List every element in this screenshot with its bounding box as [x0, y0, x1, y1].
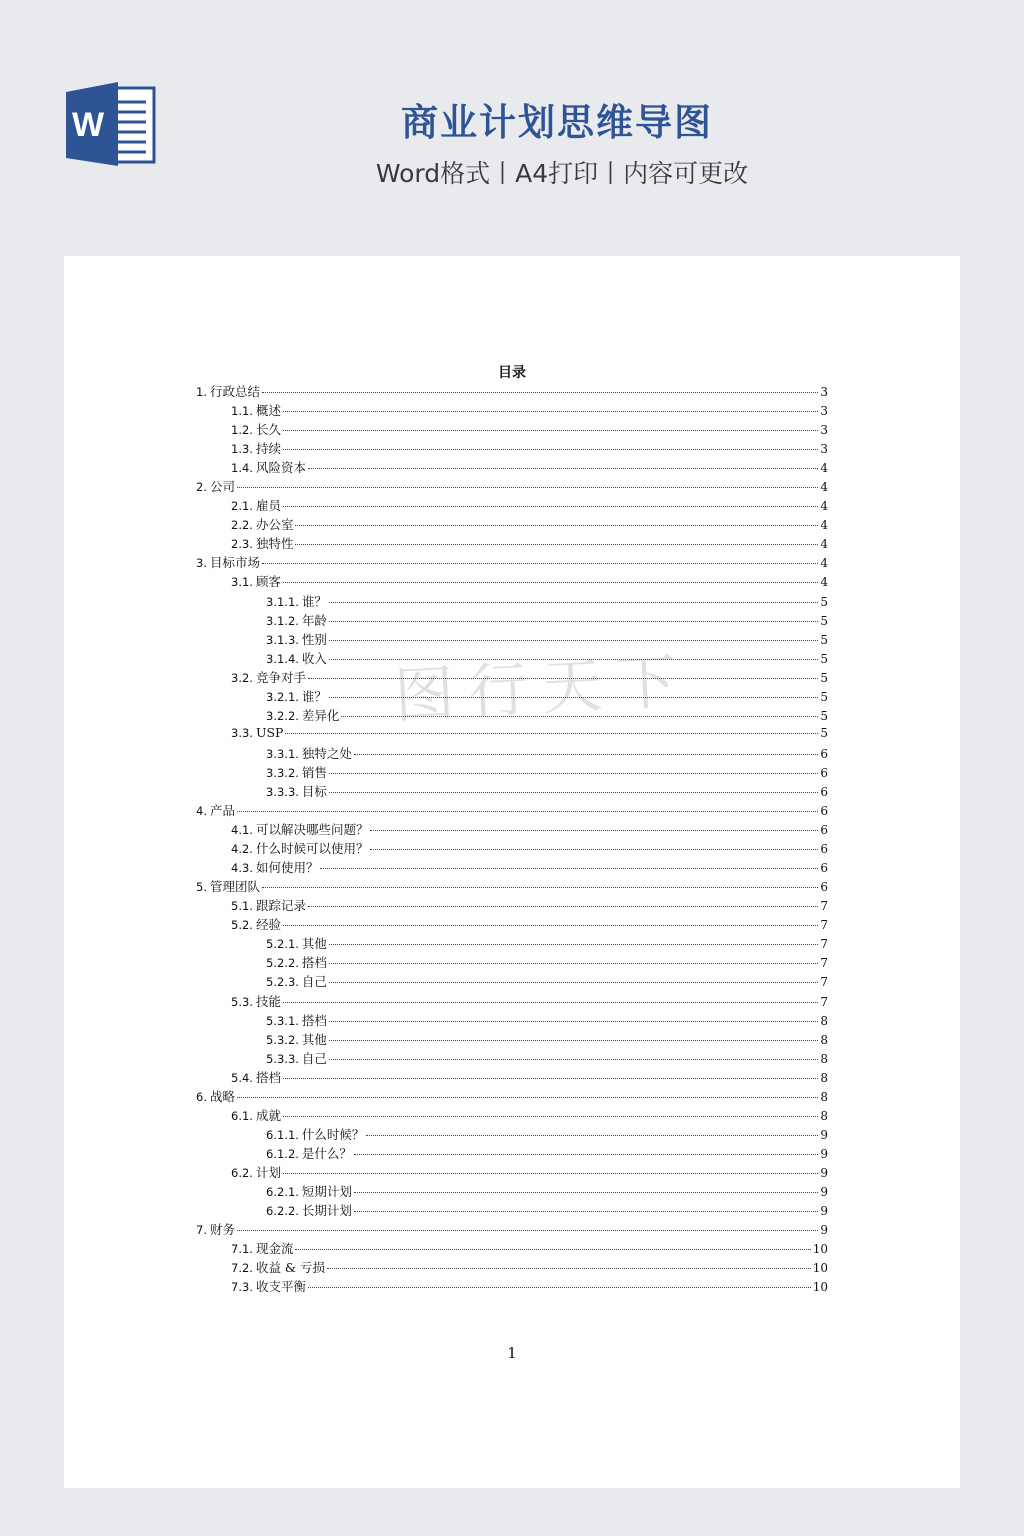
toc-entry-page: 6: [820, 746, 828, 761]
toc-entry-label: 其他: [301, 936, 327, 952]
toc-entry-page: 6: [820, 861, 828, 876]
toc-entry-label: 谁？: [301, 593, 327, 609]
toc-entry-number: 2.: [196, 480, 207, 495]
toc-dot-leader: [262, 392, 818, 393]
toc-entry-page: 9: [820, 1223, 828, 1238]
toc-entry[interactable]: [196, 782, 828, 801]
toc-entry-page: 8: [820, 1070, 828, 1085]
toc-entry[interactable]: [196, 1049, 828, 1068]
toc-entry[interactable]: [196, 801, 828, 820]
toc-entry-page: 4: [820, 518, 828, 533]
toc-dot-leader: [370, 830, 818, 831]
toc-dot-leader: [329, 1021, 818, 1022]
toc-entry-page: 4: [820, 499, 828, 514]
toc-entry-label: 收益 & 亏损: [255, 1260, 326, 1276]
toc-entry-label: 如何使用？: [255, 860, 319, 876]
toc-entry-label: 差异化: [301, 707, 340, 723]
toc-entry-page: 3: [820, 404, 828, 419]
toc-entry-page: 7: [820, 937, 828, 952]
toc-entry-number: 1.3.: [231, 442, 253, 457]
document-page: [64, 256, 960, 1488]
toc-entry-number: 5.: [196, 880, 207, 895]
toc-entry-number: 3.1.2.: [266, 613, 299, 628]
toc-entry-number: 1.1.: [231, 404, 253, 419]
toc-entry-number: 4.: [196, 804, 207, 819]
toc-entry[interactable]: [196, 1011, 828, 1030]
toc-entry-label: 自己: [301, 1050, 327, 1066]
toc-entry[interactable]: [196, 706, 828, 725]
toc-entry[interactable]: [196, 477, 828, 496]
toc-entry-label: 行政总结: [209, 384, 260, 399]
toc-entry-page: 3: [820, 442, 828, 457]
toc-entry-number: 5.1.: [231, 899, 253, 914]
toc-entry-label: 可以解决哪些问题？: [255, 822, 369, 838]
toc-entry-label: 是什么？: [301, 1145, 352, 1161]
toc-entry[interactable]: [196, 858, 828, 877]
toc-entry-page: 6: [820, 880, 828, 895]
toc-dot-leader: [295, 544, 818, 545]
toc-entry-number: 3.: [196, 556, 207, 571]
toc-entry[interactable]: [196, 649, 828, 668]
toc-entry-page: 9: [820, 1127, 828, 1142]
toc-entry-label: 成就: [255, 1107, 281, 1123]
toc-dot-leader: [354, 1192, 818, 1193]
toc-entry[interactable]: [196, 1087, 828, 1106]
toc-entry-page: 4: [820, 537, 828, 552]
toc-entry-number: 3.2.1.: [266, 689, 299, 704]
toc-dot-leader: [283, 1002, 818, 1003]
toc-entry-page: 5: [820, 670, 828, 685]
toc-entry[interactable]: [196, 1182, 828, 1201]
toc-entry-label: USP: [255, 724, 284, 740]
toc-entry-number: 7.: [196, 1223, 207, 1238]
toc-entry-label: 销售: [301, 764, 327, 780]
toc-entry-label: 其他: [301, 1031, 327, 1047]
toc-entry[interactable]: [196, 382, 828, 401]
toc-entry-label: 独特性: [255, 536, 294, 552]
toc-entry-page: 8: [820, 1108, 828, 1123]
toc-dot-leader: [366, 1135, 818, 1136]
toc-dot-leader: [329, 963, 818, 964]
toc-entry-number: 5.3.2.: [266, 1032, 299, 1047]
toc-entry[interactable]: [196, 725, 828, 744]
toc-entry[interactable]: [196, 763, 828, 782]
toc-entry[interactable]: [196, 515, 828, 534]
toc-entry-label: 搭档: [301, 955, 327, 971]
toc-dot-leader: [237, 1097, 818, 1098]
toc-entry-number: 7.2.: [231, 1261, 253, 1276]
toc-dot-leader: [237, 487, 818, 488]
toc-entry-label: 风险资本: [255, 460, 306, 476]
toc-entry-number: 5.3.: [231, 994, 253, 1009]
toc-entry-number: 6.2.: [231, 1165, 253, 1180]
toc-dot-leader: [329, 944, 818, 945]
toc-entry-label: 顾客: [255, 574, 281, 590]
toc-entry-page: 7: [820, 956, 828, 971]
toc-entry-number: 3.1.4.: [266, 651, 299, 666]
toc-entry-label: 长久: [255, 422, 281, 438]
toc-dot-leader: [283, 449, 818, 450]
toc-entry-label: 办公室: [255, 517, 294, 533]
toc-entry-number: 1.2.: [231, 423, 253, 438]
toc-entry[interactable]: [196, 839, 828, 858]
toc-entry[interactable]: [196, 877, 828, 896]
toc-entry[interactable]: [196, 458, 828, 477]
toc-entry-number: 5.3.3.: [266, 1051, 299, 1066]
toc-entry-label: 谁？: [301, 688, 327, 704]
toc-entry[interactable]: [196, 1201, 828, 1220]
toc-entry[interactable]: [196, 668, 828, 687]
toc-entry-label: 技能: [255, 993, 281, 1009]
toc-entry-label: 持续: [255, 441, 281, 457]
toc-entry[interactable]: [196, 744, 828, 763]
toc-entry-page: 10: [812, 1242, 828, 1257]
page-subtitle: Word格式丨A4打印丨内容可更改: [375, 159, 749, 188]
toc-entry[interactable]: [196, 420, 828, 439]
toc-dot-leader: [329, 1040, 818, 1041]
toc-entry-page: 5: [820, 651, 828, 666]
toc-entry[interactable]: [196, 1258, 828, 1277]
toc-entry-label: 搭档: [255, 1069, 281, 1085]
toc-entry-number: 1.: [196, 385, 207, 399]
toc-entry-number: 3.1.: [231, 575, 253, 590]
toc-entry-number: 3.2.2.: [266, 708, 299, 723]
toc-dot-leader: [308, 468, 818, 469]
toc-entry-page: 7: [820, 918, 828, 933]
toc-entry-page: 4: [820, 480, 828, 495]
table-of-contents: [196, 382, 828, 1296]
toc-entry-label: 竞争对手: [255, 669, 306, 685]
toc-entry[interactable]: [196, 953, 828, 972]
toc-dot-leader: [329, 602, 818, 603]
toc-entry-page: 8: [820, 1051, 828, 1066]
toc-entry[interactable]: [196, 496, 828, 515]
toc-entry-page: 7: [820, 975, 828, 990]
toc-entry-number: 5.3.1.: [266, 1013, 299, 1028]
toc-entry-number: 2.1.: [231, 499, 253, 514]
toc-entry-page: 7: [820, 994, 828, 1009]
toc-entry-number: 1.4.: [231, 461, 253, 476]
toc-entry-page: 7: [820, 899, 828, 914]
toc-entry-label: 管理团队: [209, 879, 260, 895]
toc-entry[interactable]: [196, 1144, 828, 1163]
toc-entry-label: 经验: [255, 917, 281, 933]
toc-dot-leader: [308, 678, 818, 679]
toc-entry-page: 5: [820, 594, 828, 609]
toc-entry-number: 3.3.: [231, 725, 253, 740]
toc-entry-page: 4: [820, 461, 828, 476]
toc-entry-number: 7.3.: [231, 1280, 253, 1295]
toc-entry-page: 6: [820, 804, 828, 819]
toc-dot-leader: [283, 582, 818, 583]
toc-entry-page: 10: [812, 1261, 828, 1276]
toc-dot-leader: [283, 925, 818, 926]
toc-entry-number: 3.1.3.: [266, 632, 299, 647]
toc-entry-label: 性别: [301, 631, 327, 647]
toc-entry-page: 6: [820, 765, 828, 780]
toc-dot-leader: [329, 792, 818, 793]
toc-entry-number: 6.1.1.: [266, 1127, 299, 1142]
toc-entry-label: 长期计划: [301, 1203, 352, 1219]
toc-dot-leader: [295, 1249, 810, 1250]
toc-entry-number: 4.1.: [231, 823, 253, 838]
toc-entry-number: 6.1.: [231, 1108, 253, 1123]
toc-entry-label: 雇员: [255, 498, 281, 514]
toc-entry-page: 6: [820, 784, 828, 799]
toc-dot-leader: [295, 525, 818, 526]
toc-dot-leader: [354, 754, 818, 755]
toc-entry-page: 9: [820, 1165, 828, 1180]
toc-entry[interactable]: [196, 592, 828, 611]
toc-dot-leader: [262, 887, 818, 888]
page-title: 商业计划思维导图: [401, 101, 713, 144]
toc-entry-page: 9: [820, 1184, 828, 1199]
toc-entry[interactable]: [196, 1030, 828, 1049]
toc-entry[interactable]: [196, 1239, 828, 1258]
toc-entry-number: 4.2.: [231, 842, 253, 857]
toc-dot-leader: [329, 1059, 818, 1060]
toc-entry-page: 9: [820, 1204, 828, 1219]
toc-entry-label: 现金流: [255, 1241, 294, 1257]
toc-entry-label: 计划: [255, 1164, 281, 1180]
toc-entry-number: 5.2.2.: [266, 956, 299, 971]
toc-entry[interactable]: [196, 820, 828, 839]
toc-entry[interactable]: [196, 1125, 828, 1144]
toc-entry-label: 公司: [209, 479, 235, 495]
toc-dot-leader: [308, 906, 818, 907]
toc-entry-label: 收入: [301, 650, 327, 666]
toc-dot-leader: [320, 868, 818, 869]
toc-entry-number: 5.2.1.: [266, 937, 299, 952]
toc-entry[interactable]: [196, 439, 828, 458]
toc-entry-label: 自己: [301, 974, 327, 990]
toc-dot-leader: [329, 982, 818, 983]
toc-title: 目录: [498, 365, 526, 381]
toc-dot-leader: [283, 506, 818, 507]
toc-dot-leader: [329, 773, 818, 774]
toc-entry[interactable]: [196, 1106, 828, 1125]
toc-entry[interactable]: [196, 1220, 828, 1239]
toc-entry-page: 3: [820, 385, 828, 399]
toc-entry[interactable]: [196, 992, 828, 1011]
toc-entry-number: 4.3.: [231, 861, 253, 876]
toc-entry-number: 3.3.1.: [266, 746, 299, 761]
toc-entry-number: 3.2.: [231, 670, 253, 685]
toc-entry-number: 5.4.: [231, 1070, 253, 1085]
toc-entry-page: 10: [812, 1280, 828, 1295]
toc-entry[interactable]: [196, 572, 828, 591]
toc-dot-leader: [329, 640, 818, 641]
toc-entry-label: 什么时候可以使用？: [255, 841, 369, 857]
toc-entry-label: 财务: [209, 1222, 235, 1238]
toc-entry[interactable]: [196, 553, 828, 572]
toc-entry-label: 短期计划: [301, 1183, 352, 1199]
toc-dot-leader: [341, 716, 818, 717]
toc-entry-page: 8: [820, 1089, 828, 1104]
toc-entry-label: 概述: [255, 403, 281, 419]
toc-entry[interactable]: [196, 1068, 828, 1087]
toc-entry-page: 5: [820, 632, 828, 647]
toc-entry-number: 6.2.2.: [266, 1204, 299, 1219]
toc-entry-label: 跟踪记录: [255, 898, 306, 914]
toc-dot-leader: [283, 1116, 818, 1117]
toc-entry-label: 独特之处: [301, 745, 352, 761]
toc-entry-number: 3.1.1.: [266, 594, 299, 609]
toc-entry-number: 2.3.: [231, 537, 253, 552]
toc-entry-number: 2.2.: [231, 518, 253, 533]
page-number: 1: [507, 1344, 517, 1362]
toc-entry-page: 8: [820, 1013, 828, 1028]
toc-entry[interactable]: [196, 687, 828, 706]
toc-entry-number: 5.2.: [231, 918, 253, 933]
toc-entry[interactable]: [196, 972, 828, 991]
toc-entry-number: 6.: [196, 1089, 207, 1104]
toc-entry-label: 什么时候？: [301, 1126, 365, 1142]
toc-dot-leader: [237, 1230, 818, 1231]
toc-dot-leader: [354, 1154, 818, 1155]
toc-entry-number: 6.2.1.: [266, 1184, 299, 1199]
toc-dot-leader: [370, 849, 818, 850]
toc-entry-page: 9: [820, 1146, 828, 1161]
toc-dot-leader: [262, 563, 818, 564]
word-logo-letter: W: [71, 106, 105, 144]
toc-entry-label: 年龄: [301, 612, 327, 628]
toc-entry[interactable]: [196, 915, 828, 934]
toc-entry-page: 4: [820, 575, 828, 590]
toc-dot-leader: [329, 697, 818, 698]
toc-dot-leader: [329, 621, 818, 622]
toc-entry[interactable]: [196, 630, 828, 649]
toc-dot-leader: [308, 1287, 811, 1288]
toc-dot-leader: [327, 1268, 811, 1269]
toc-entry-label: 产品: [209, 803, 235, 819]
toc-dot-leader: [283, 430, 818, 431]
toc-entry[interactable]: [196, 1163, 828, 1182]
toc-entry-label: 目标: [301, 783, 327, 799]
toc-entry-page: 6: [820, 823, 828, 838]
toc-entry-number: 6.1.2.: [266, 1146, 299, 1161]
toc-entry-page: 5: [820, 613, 828, 628]
toc-dot-leader: [283, 1173, 818, 1174]
toc-entry-label: 战略: [209, 1088, 235, 1104]
toc-entry-page: 8: [820, 1032, 828, 1047]
toc-entry[interactable]: [196, 611, 828, 630]
toc-entry-label: 目标市场: [209, 555, 260, 571]
toc-dot-leader: [354, 1211, 818, 1212]
toc-entry[interactable]: [196, 934, 828, 953]
toc-dot-leader: [329, 659, 818, 660]
toc-entry-page: 6: [820, 842, 828, 857]
toc-entry-page: 5: [820, 708, 828, 723]
toc-entry-number: 3.3.3.: [266, 784, 299, 799]
toc-entry-number: 7.1.: [231, 1242, 253, 1257]
toc-entry[interactable]: [196, 534, 828, 553]
toc-entry-page: 3: [820, 423, 828, 438]
toc-entry-page: 4: [820, 556, 828, 571]
watermark: 图行天下: [392, 646, 692, 732]
toc-entry-page: 5: [820, 689, 828, 704]
toc-dot-leader: [283, 1078, 818, 1079]
toc-entry-label: 搭档: [301, 1012, 327, 1028]
toc-entry-page: 5: [820, 725, 828, 740]
toc-entry-number: 5.2.3.: [266, 975, 299, 990]
toc-entry[interactable]: [196, 401, 828, 420]
toc-entry-label: 收支平衡: [255, 1279, 306, 1295]
toc-entry[interactable]: [196, 1277, 828, 1296]
toc-entry[interactable]: [196, 896, 828, 915]
toc-entry-number: 3.3.2.: [266, 765, 299, 780]
toc-dot-leader: [285, 733, 818, 734]
toc-dot-leader: [283, 411, 818, 412]
toc-dot-leader: [237, 811, 818, 812]
